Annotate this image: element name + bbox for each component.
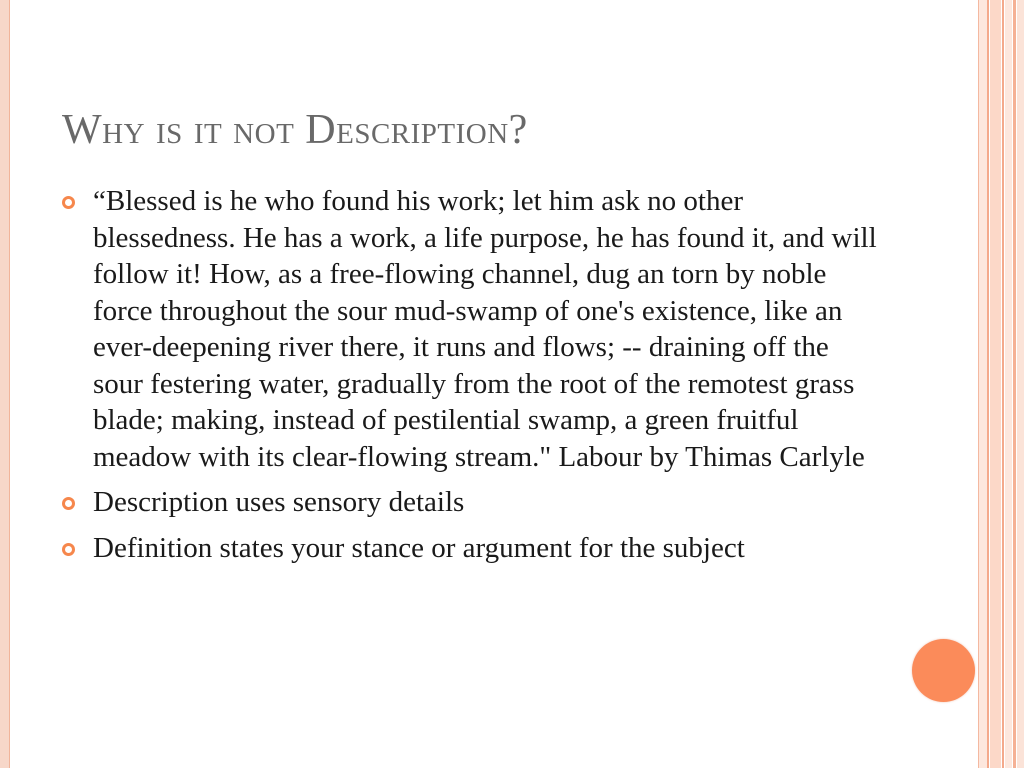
bullet-text: Description uses sensory details bbox=[93, 486, 465, 518]
circle-bullet-icon bbox=[62, 543, 75, 556]
stripe bbox=[1005, 0, 1012, 768]
left-border-decoration bbox=[0, 0, 10, 768]
bullet-item-quote bbox=[62, 183, 882, 475]
bullet-text: Definition states your stance or argument for the subject bbox=[93, 531, 745, 564]
bullet-text: “Blessed is he who found his work; let him ask no other blessedness. He has a work, a life purpose, he has found it, and will follow it! How, as a free-flowing channel, dug an torn by noble force throughout the sour mud-swamp of one's existence, like an ever-deepening river there, it runs and flows; -- draining off the sour festering water, gradually from the root of the remotest grass blade; making, instead of pestilential swamp, a green fruitful meadow with its clear-flowing stream." Labour by Thimas Carlyle bbox=[93, 185, 877, 473]
bullet-item-description bbox=[62, 484, 882, 521]
stripe bbox=[1002, 0, 1004, 768]
bullet-list bbox=[62, 183, 882, 575]
slide-title: Why is it not Description? bbox=[62, 107, 528, 153]
circle-bullet-icon bbox=[62, 196, 75, 209]
stripe bbox=[1017, 0, 1024, 768]
stripe bbox=[1013, 0, 1016, 768]
stripe bbox=[990, 0, 1001, 768]
stripe bbox=[978, 0, 987, 768]
circle-bullet-icon bbox=[62, 497, 75, 510]
right-stripe-decoration bbox=[978, 0, 1024, 768]
bullet-item-definition bbox=[62, 530, 882, 567]
orange-circle-decoration bbox=[912, 639, 975, 702]
stripe bbox=[987, 0, 989, 768]
